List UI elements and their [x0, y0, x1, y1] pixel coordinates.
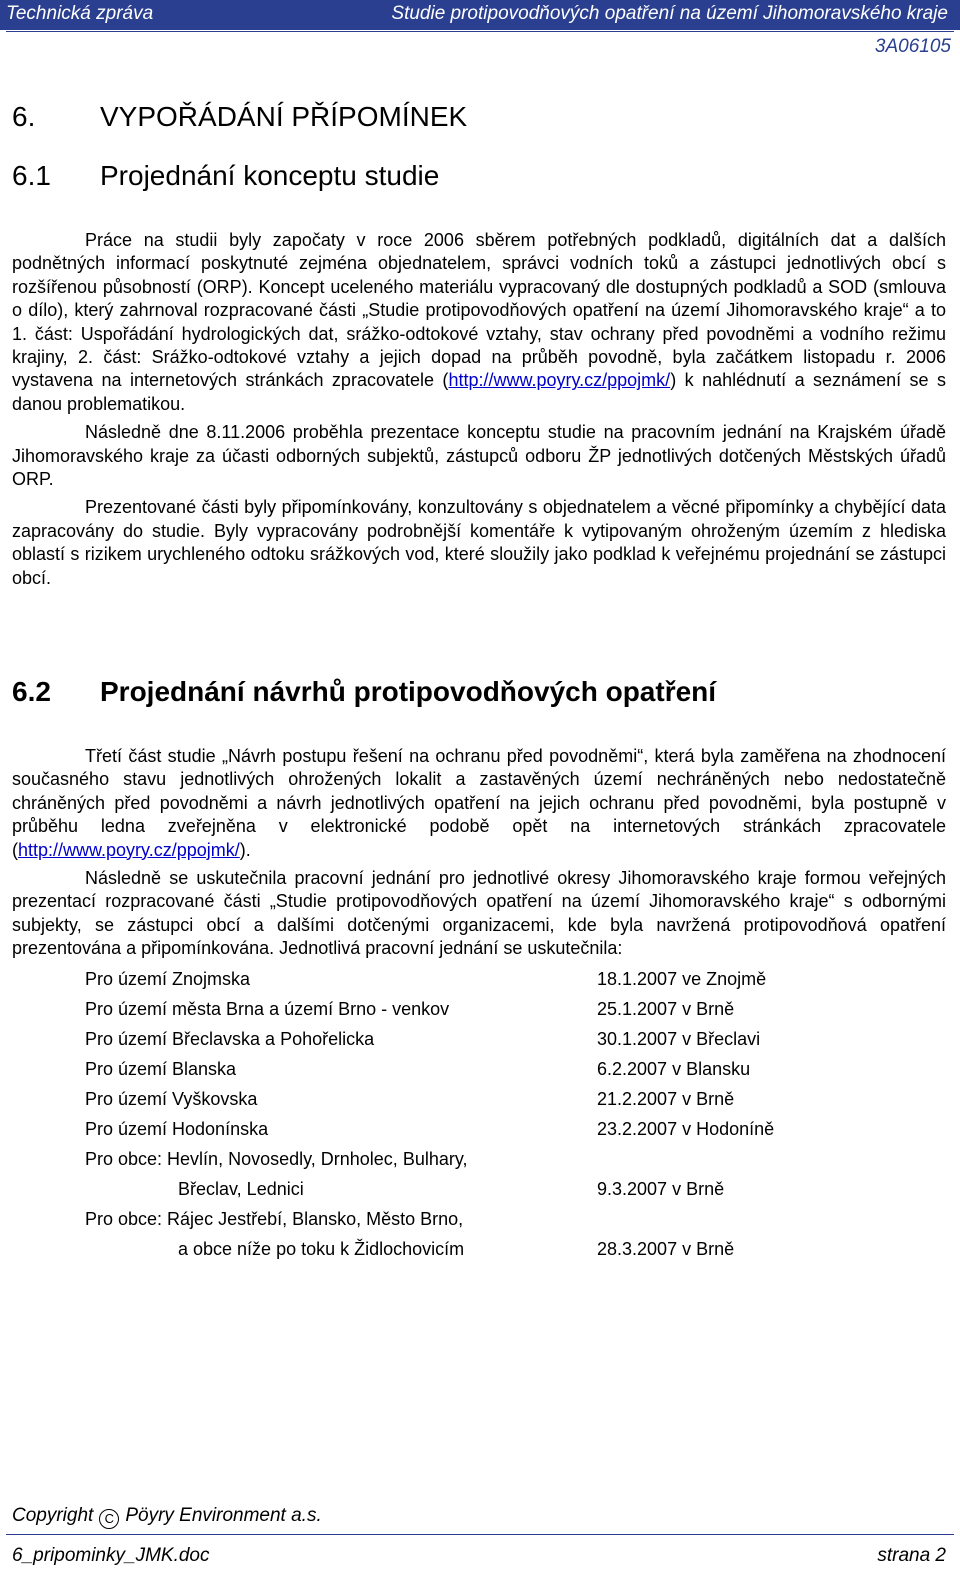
section-6-1-heading — [12, 160, 439, 192]
schedule-place: Pro území města Brna a území Brno - venkov — [85, 999, 450, 1019]
paragraph-text: Práce na studii byly započaty v roce 2006 sběrem potřebných podkladů, digitálních dat a dalších podnětných informací poskytnuté zejména objednatelem, správci vodních toků a zástupci jednotlivých obcí s rozšířenou působností (ORP). Koncept uceleného materiálu vypracovaný dle dostupných podkladů a SOD (smlouva o dílo), který zahrnoval rozpracované části „Studie protipovodňových opatření na území Jihomoravského kraje“ a to 1. část: Uspořádání hydrologických dat, srážko-odtokové vztahy, stav ochrany před povodněmi a vodního režimu krajiny, 2. část: Srážko-odtokové vztahy a jejich dopad na průběh povodně, byla začátkem listopadu r. 2006 vystavena na internetových stránkách zpracovatele ( — [12, 230, 946, 391]
schedule-row — [85, 1089, 885, 1119]
schedule-place: Pro obce: Rájec Jestřebí, Blansko, Město Brno, — [85, 1209, 464, 1229]
schedule-place: Pro území Blanska — [85, 1059, 237, 1079]
paragraph-text: Třetí část studie „Návrh postupu řešení na ochranu před povodněmi“, která byla zaměřena na zhodnocení současného stavu jednotlivých ohrožených lokalit a zastavěných území nechráněných nebo nedostatečně chráněných před povodněmi a návrh jednotlivých opatření na jejich ochranu před povodněmi, byla postupně v průběhu ledna zveřejněna v elektronické podobě opět na internetových stránkách zpracovatele ( — [12, 746, 946, 860]
paragraph: Prezentované části byly připomínkovány, konzultovány s objednatelem a věcné připomínky a chybějící data zapracovány do studie. Byly vypracovány podrobnější komentáře k vytipovaným ohroženým územím z hlediska oblastí s rizikem urychleného odtoku srážkových vod, které sloužily jako podklad k veřejnému projednání se zástupci obcí. — [12, 497, 946, 588]
section-number: 6. — [12, 101, 36, 132]
header-study-title: Studie protipovodňových opatření na území Jihomoravského kraje — [391, 3, 948, 24]
schedule-row — [85, 1029, 885, 1059]
copyright-label: Copyright — [12, 1505, 94, 1526]
company-name: Pöyry Environment a.s. — [125, 1505, 322, 1526]
paragraph: Následně dne 8.11.2006 proběhla prezentace konceptu studie na pracovním jednání na Krajském úřadě Jihomoravského kraje za účasti odborných subjektů, zástupců odboru ŽP jednotlivých dotčených Městských úřadů ORP. — [12, 422, 946, 490]
section-6-heading — [12, 101, 467, 133]
section-title: Projednání návrhů protipovodňových opatření — [100, 676, 717, 707]
schedule-date: 25.1.2007 v Brně — [597, 999, 735, 1019]
schedule-place: Pro území Břeclavska a Pohořelicka — [85, 1029, 375, 1049]
copyright-icon: C — [99, 1509, 119, 1529]
schedule-place: Břeclav, Lednici — [178, 1179, 304, 1199]
schedule-row — [85, 1149, 885, 1179]
schedule-place: Pro území Vyškovska — [85, 1089, 258, 1109]
schedule-row — [85, 1179, 885, 1209]
website-link[interactable]: http://www.poyry.cz/ppojmk/ — [18, 839, 240, 860]
footer-page-number: strana 2 — [877, 1545, 946, 1566]
footer-filename: 6_pripominky_JMK.doc — [12, 1545, 210, 1566]
schedule-place: a obce níže po toku k Židlochovicím — [178, 1239, 465, 1259]
schedule-row — [85, 1059, 885, 1089]
schedule-row — [85, 1209, 885, 1239]
document-code: 3A06105 — [874, 36, 951, 57]
section-title: Projednání konceptu studie — [100, 160, 440, 191]
paragraph — [12, 745, 946, 862]
section-number: 6.1 — [12, 160, 51, 191]
section-6-1-body — [12, 229, 946, 595]
schedule-row — [85, 999, 885, 1029]
schedule-place: Pro obce: Hevlín, Novosedly, Drnholec, Bulhary, — [85, 1149, 468, 1169]
footer-divider — [6, 1534, 954, 1535]
schedule-place: Pro území Hodonínska — [85, 1119, 269, 1139]
section-6-2-body — [12, 745, 946, 966]
schedule-date: 30.1.2007 v Břeclavi — [597, 1029, 761, 1049]
paragraph — [12, 229, 946, 416]
schedule-place: Pro území Znojmska — [85, 969, 251, 989]
schedule-row — [85, 969, 885, 999]
section-6-2-heading — [12, 676, 716, 708]
schedule-date: 21.2.2007 v Brně — [597, 1089, 735, 1109]
header-doc-type: Technická zpráva — [6, 3, 154, 24]
paragraph-text: ) k nahlédnutí a seznámení se s danou problematikou. — [12, 370, 946, 414]
website-link[interactable]: http://www.poyry.cz/ppojmk/ — [448, 370, 671, 391]
footer-copyright — [12, 1505, 322, 1529]
schedule-row — [85, 1119, 885, 1149]
schedule-date: 23.2.2007 v Hodoníně — [597, 1119, 775, 1139]
section-number: 6.2 — [12, 676, 51, 707]
paragraph-text: ). — [239, 839, 251, 860]
section-title: VYPOŘÁDÁNÍ PŘÍPOMÍNEK — [100, 101, 468, 132]
schedule-date: 9.3.2007 v Brně — [597, 1179, 725, 1199]
schedule-date: 28.3.2007 v Brně — [597, 1239, 735, 1259]
meeting-schedule — [85, 969, 885, 1269]
schedule-date: 6.2.2007 v Blansku — [597, 1059, 751, 1079]
schedule-date: 18.1.2007 ve Znojmě — [597, 969, 767, 989]
header-divider — [6, 31, 954, 32]
paragraph: Následně se uskutečnila pracovní jednání pro jednotlivé okresy Jihomoravského kraje formou veřejných prezentací rozpracované části „Studie protipovodňových opatření na území Jihomoravského kraje“ s odbornými subjekty, se zástupci obcí a dalšími dotčenými organizacemi, kde byla navržená protipovodňová opatření prezentována a připomínkována. Jednotlivá pracovní jednání se uskutečnila: — [12, 868, 946, 959]
schedule-row — [85, 1239, 885, 1269]
